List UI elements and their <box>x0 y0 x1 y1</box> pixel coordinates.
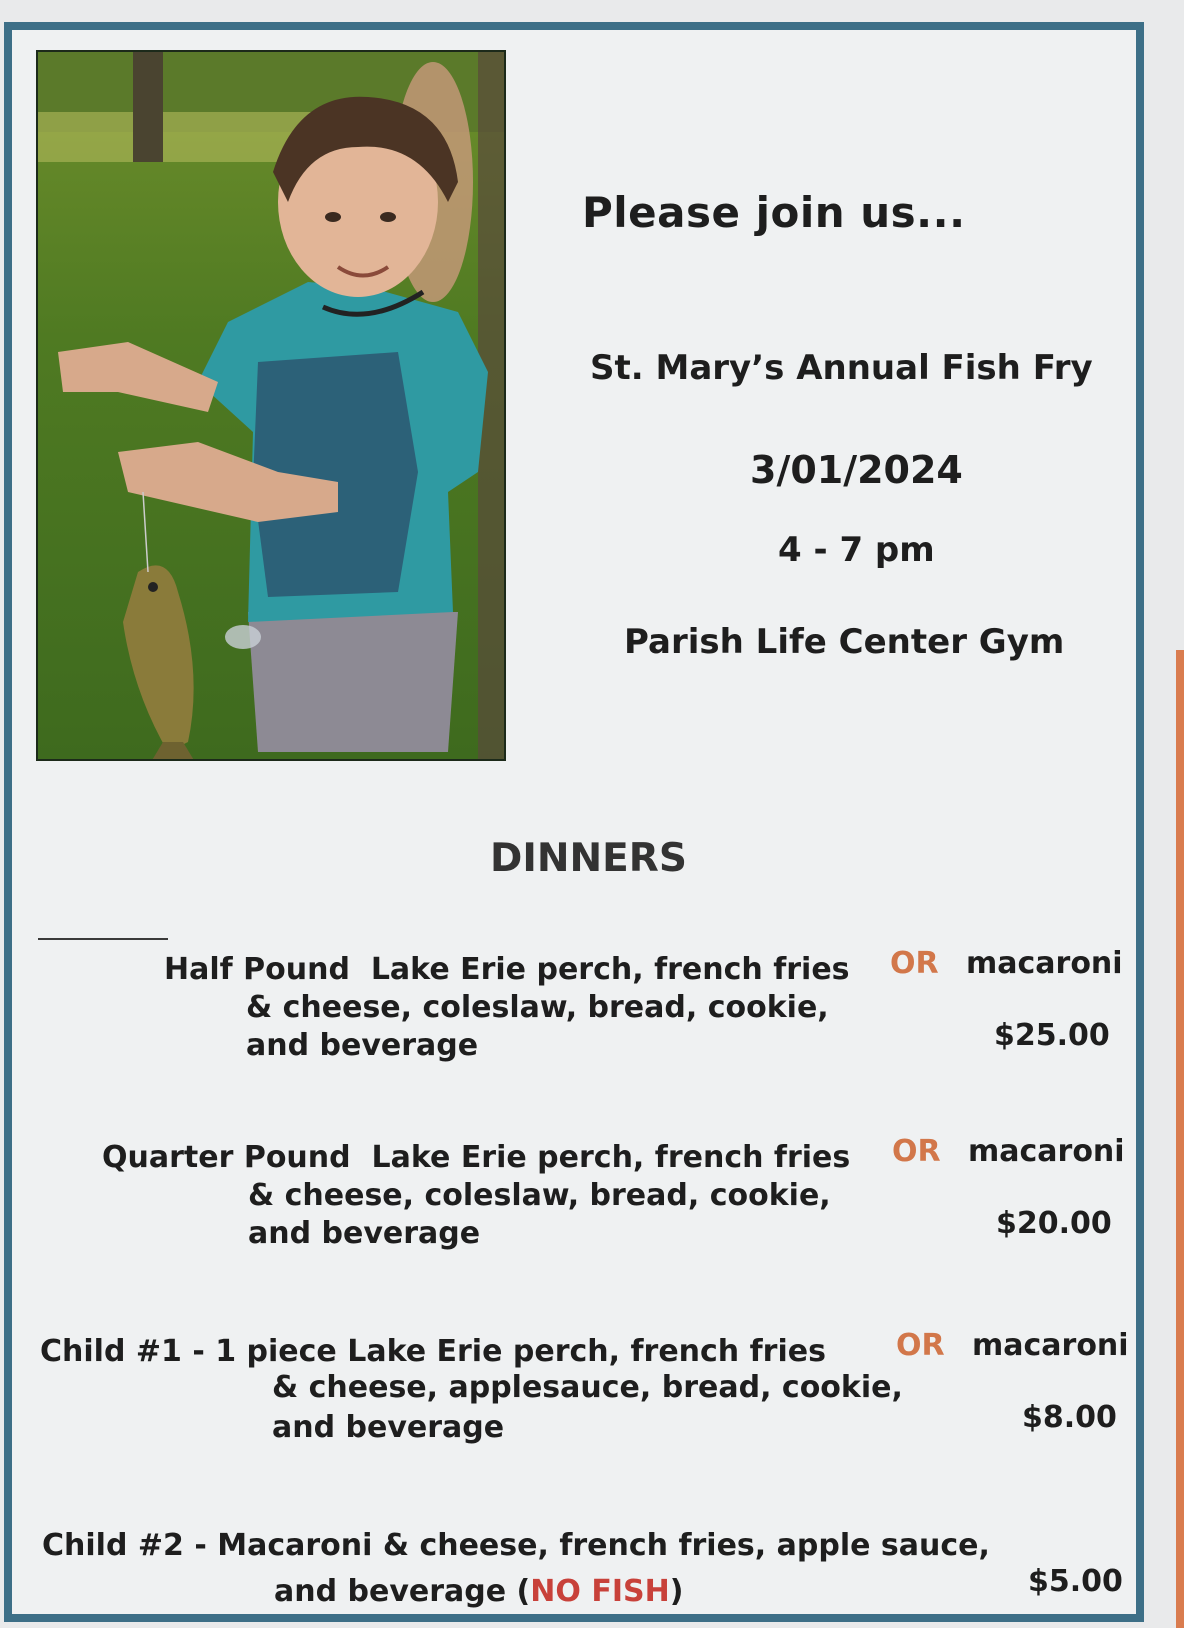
menu-item-price: $25.00 <box>994 1018 1110 1053</box>
menu-item-desc-line3: and beverage <box>246 1028 479 1063</box>
menu-item-desc: Lake Erie perch, french fries <box>371 1140 851 1175</box>
flyer-sheet <box>4 22 1144 1622</box>
menu-item-desc-line3: and beverage <box>272 1410 505 1445</box>
page-edge-strip <box>1176 650 1184 1628</box>
menu-item-desc-line2: & cheese, coleslaw, bread, cookie, <box>246 990 829 1025</box>
menu-item-line1 <box>42 1528 990 1563</box>
menu-item-price: $5.00 <box>1028 1564 1123 1599</box>
invite-heading: Please join us... <box>582 188 966 237</box>
divider <box>38 938 168 940</box>
menu-item-desc: Lake Erie perch, french fries <box>347 1334 826 1369</box>
menu-item-desc: Macaroni & cheese, french fries, apple sauce, <box>217 1528 990 1563</box>
menu-item-desc-end: macaroni <box>972 1328 1129 1363</box>
menu-heading: DINNERS <box>490 836 687 881</box>
menu-item-name: Half Pound <box>164 952 350 987</box>
menu-item-name: Child #1 - 1 piece <box>40 1334 337 1369</box>
menu-item-desc-end: macaroni <box>968 1134 1125 1169</box>
menu-item-desc-line3: and beverage <box>248 1216 481 1251</box>
no-fish-label: NO FISH <box>530 1574 670 1609</box>
event-name: St. Mary’s Annual Fish Fry <box>590 348 1093 388</box>
menu-item-desc-line2 <box>274 1574 683 1609</box>
photo-illustration <box>38 52 506 761</box>
or-label: OR <box>896 1328 945 1363</box>
menu-item-desc-close: ) <box>669 1574 684 1609</box>
menu-item-desc: Lake Erie perch, french fries <box>370 952 850 987</box>
event-date: 3/01/2024 <box>750 448 963 492</box>
menu-item-line1 <box>102 1140 850 1175</box>
or-label: OR <box>890 946 939 981</box>
menu-item-line1 <box>40 1334 826 1369</box>
menu-item-desc-end: macaroni <box>966 946 1123 981</box>
menu-item-name: Quarter Pound <box>102 1140 351 1175</box>
menu-item-desc-line2: & cheese, coleslaw, bread, cookie, <box>248 1178 831 1213</box>
menu-item-desc-text: and beverage ( <box>274 1574 531 1609</box>
menu-item-name: Child #2 - <box>42 1528 218 1563</box>
menu-item-line1 <box>164 952 850 987</box>
event-time: 4 - 7 pm <box>778 530 935 570</box>
or-label: OR <box>892 1134 941 1169</box>
menu-item-price: $8.00 <box>1022 1400 1117 1435</box>
event-venue: Parish Life Center Gym <box>624 622 1065 662</box>
menu-item-desc-line2: & cheese, applesauce, bread, cookie, <box>272 1370 903 1405</box>
menu-item-price: $20.00 <box>996 1206 1112 1241</box>
child-with-fish-photo <box>36 50 506 761</box>
